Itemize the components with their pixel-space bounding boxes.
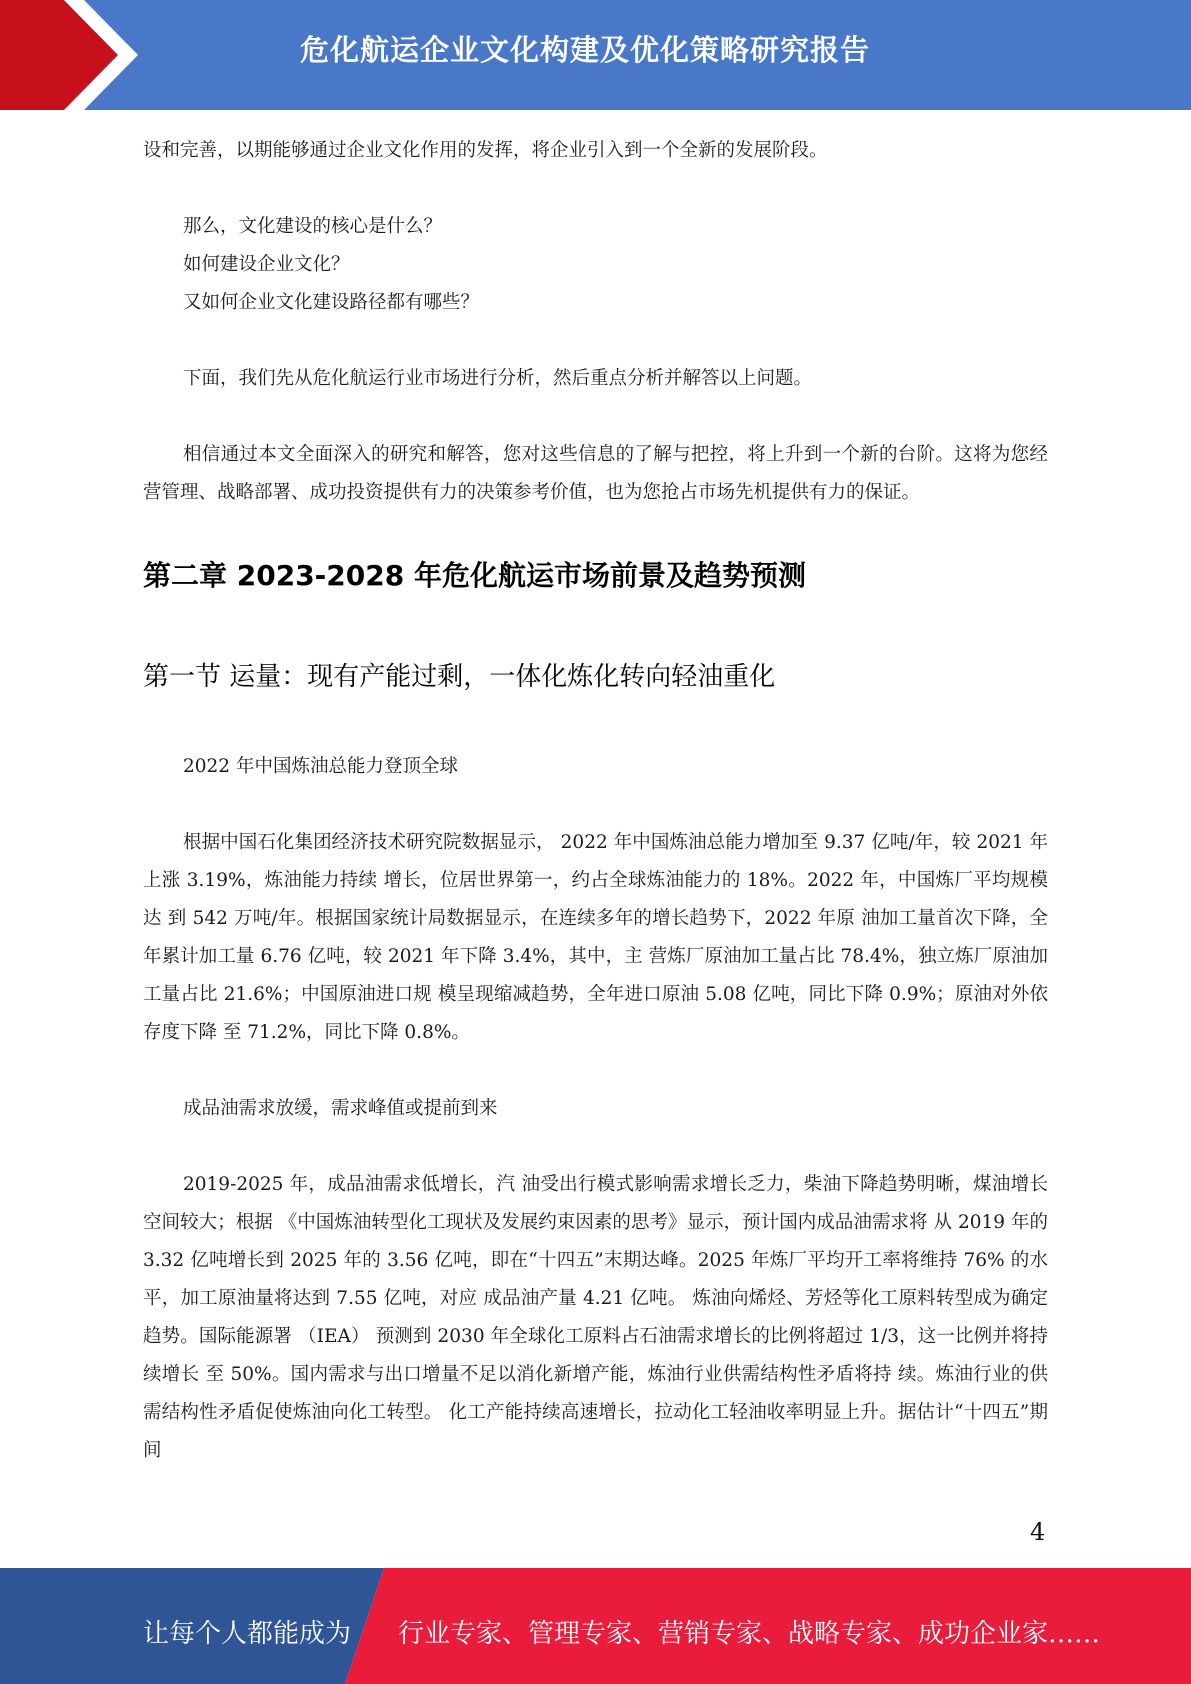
question-2: 如何建设企业文化？ (183, 254, 350, 275)
para-refining-capacity: 根据中国石化集团经济技术研究院数据显示， 2022 年中国炼油总能力增加至 9.37 亿吨/年，较 2021 年上涨 3.19%，炼油能力持续 增长，位居世界第一，约占全球炼油能力的 18%。2022 年，中国炼厂平均规模达 到 542 万吨/年。根据国家统计局数据显示，在连续多年的增长趋势下，2022 年原 油加工量首次下降，全年累计加工量 6.76 亿吨，较 2021 年下降 3.4%，其中，主 营炼厂原油加工量占比 78.4%，独立炼厂原油加工量占比 21.6%；中国原油进口规 模呈现缩减趋势，全年进口原油 5.08 亿吨，同比下降 0.9%；原油对外依存度下降 至 71.2%，同比下降 0.8%。 (143, 832, 1048, 1043)
section-title: 第一节 运量：现有产能过剩，一体化炼化转向轻油重化 (143, 662, 776, 692)
intro-continuation: 设和完善，以期能够通过企业文化作用的发挥，将企业引入到一个全新的发展阶段。 (143, 140, 828, 161)
para-belief: 相信通过本文全面深入的研究和解答，您对这些信息的了解与把控，将上升到一个新的台阶。这将为您经营管理、战略部署、成功投资提供有力的决策参考价值，也为您抢占市场先机提供有力的保证。 (143, 444, 1048, 503)
footer-slogan-left: 让每个人都能成为 (143, 1619, 352, 1649)
page-number: 4 (1030, 1518, 1046, 1546)
question-3: 又如何企业文化建设路径都有哪些？ (183, 292, 480, 313)
chapter-title: 第二章 2023-2028 年危化航运市场前景及趋势预测 (143, 559, 806, 592)
page-footer (0, 1568, 1191, 1684)
footer-slogan-right: 行业专家、管理专家、营销专家、战略专家、成功企业家…… (398, 1619, 1101, 1649)
subhead-oil-demand: 成品油需求放缓，需求峰值或提前到来 (183, 1098, 498, 1119)
header-title: 危化航运企业文化构建及优化策略研究报告 (300, 33, 871, 67)
para-oil-demand: 2019-2025 年，成品油需求低增长，汽 油受出行模式影响需求增长乏力，柴油下降趋势明晰，煤油增长空间较大；根据 《中国炼油转型化工现状及发展约束因素的思考》显示，预计国内成品油需求将 从 2019 年的 3.32 亿吨增长到 2025 年的 3.56 亿吨，即在“十四五”末期达峰。2025 年炼厂平均开工率将维持 76% 的水平，加工原油量将达到 7.55 亿吨，对应 成品油产量 4.21 亿吨。 炼油向烯烃、芳烃等化工原料转型成为确定趋势。国际能源署 （IEA） 预测到 2030 年全球化工原料占石油需求增长的比例将超过 1/3，这一比例并将持续增长 至 50%。国内需求与出口增量不足以消化新增产能，炼油行业供需结构性矛盾将持 续。炼油行业的供需结构性矛盾促使炼油向化工转型。 化工产能持续高速增长，拉动化工轻油收率明显上升。据估计“十四五”期间 (143, 1174, 1048, 1461)
subhead-refining-capacity: 2022 年中国炼油总能力登顶全球 (183, 756, 458, 777)
page-header (0, 0, 1191, 110)
page-content (143, 132, 1048, 1470)
question-1: 那么，文化建设的核心是什么？ (183, 216, 443, 237)
para-next-steps: 下面，我们先从危化航运行业市场进行分析，然后重点分析并解答以上问题。 (183, 368, 813, 389)
